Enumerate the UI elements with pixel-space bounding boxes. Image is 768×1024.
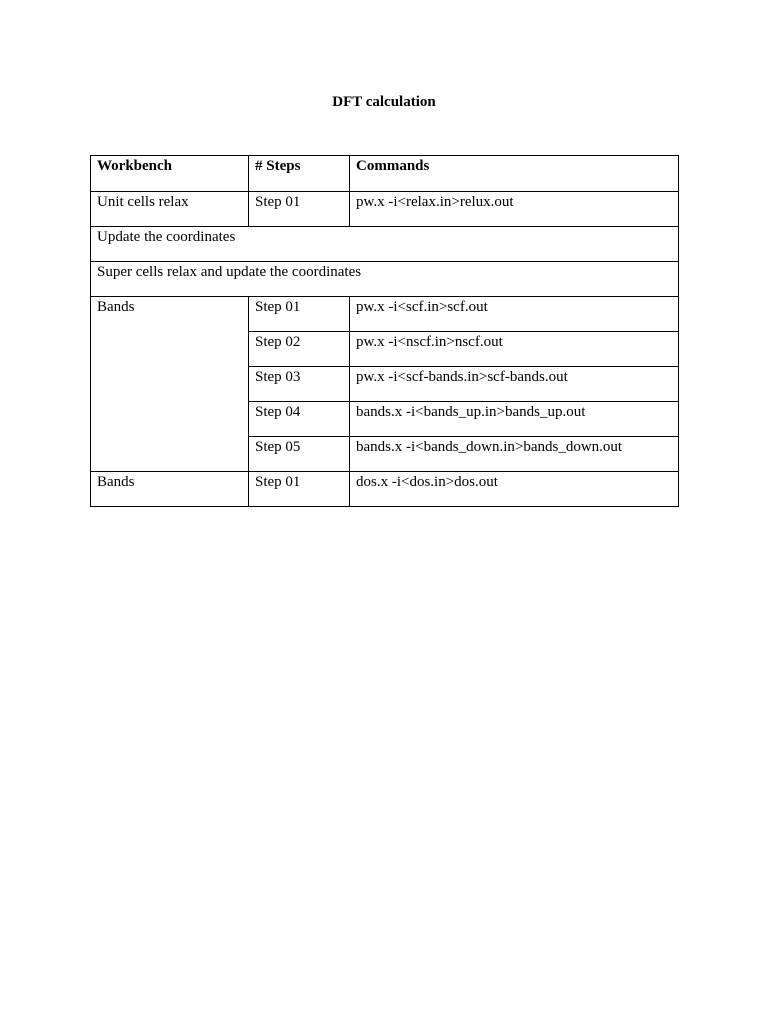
command-text: bands.x -i<bands_down.in>bands_down.out [356, 439, 623, 455]
table-header-row [91, 156, 679, 192]
step-text: Step 02 [255, 334, 301, 350]
command-text: pw.x -i<scf-bands.in>scf-bands.out [356, 369, 568, 385]
command-cell [350, 437, 679, 472]
command-cell [350, 472, 679, 507]
workbench-cell-bands [91, 297, 249, 472]
table-row [91, 192, 679, 227]
command-text: pw.x -i<relax.in>relux.out [356, 194, 514, 210]
merged-cell [91, 262, 679, 297]
command-text: pw.x -i<nscf.in>nscf.out [356, 334, 503, 350]
command-text: pw.x -i<scf.in>scf.out [356, 299, 488, 315]
workbench-cell [91, 472, 249, 507]
command-text: bands.x -i<bands_up.in>bands_up.out [356, 404, 586, 420]
dft-steps-table [90, 155, 679, 507]
merged-cell [91, 227, 679, 262]
table-row [91, 227, 679, 262]
step-cell [249, 192, 350, 227]
step-text: Step 04 [255, 404, 301, 420]
step-cell [249, 437, 350, 472]
step-text: Step 03 [255, 369, 301, 385]
super-cells-text: Super cells relax and update the coordinates [97, 264, 362, 280]
command-text: dos.x -i<dos.in>dos.out [356, 474, 498, 490]
table-row [91, 297, 679, 332]
workbench-text: Bands [97, 474, 135, 490]
command-cell [350, 192, 679, 227]
workbench-cell [91, 192, 249, 227]
step-cell [249, 332, 350, 367]
step-text: Step 01 [255, 299, 301, 315]
header-commands: Commands [350, 156, 679, 192]
step-cell [249, 297, 350, 332]
step-cell [249, 472, 350, 507]
update-coordinates-text: Update the coordinates [97, 229, 236, 245]
step-text: Step 01 [255, 194, 301, 210]
workbench-text: Unit cells relax [97, 194, 189, 210]
command-cell [350, 297, 679, 332]
step-cell [249, 367, 350, 402]
step-text: Step 01 [255, 474, 301, 490]
page-title: DFT calculation [332, 94, 436, 110]
command-cell [350, 367, 679, 402]
step-cell [249, 402, 350, 437]
workbench-text: Bands [97, 299, 135, 315]
header-steps: # Steps [249, 156, 350, 192]
command-cell [350, 402, 679, 437]
table-row [91, 472, 679, 507]
table-row [91, 262, 679, 297]
step-text: Step 05 [255, 439, 301, 455]
command-cell [350, 332, 679, 367]
header-workbench: Workbench [91, 156, 249, 192]
